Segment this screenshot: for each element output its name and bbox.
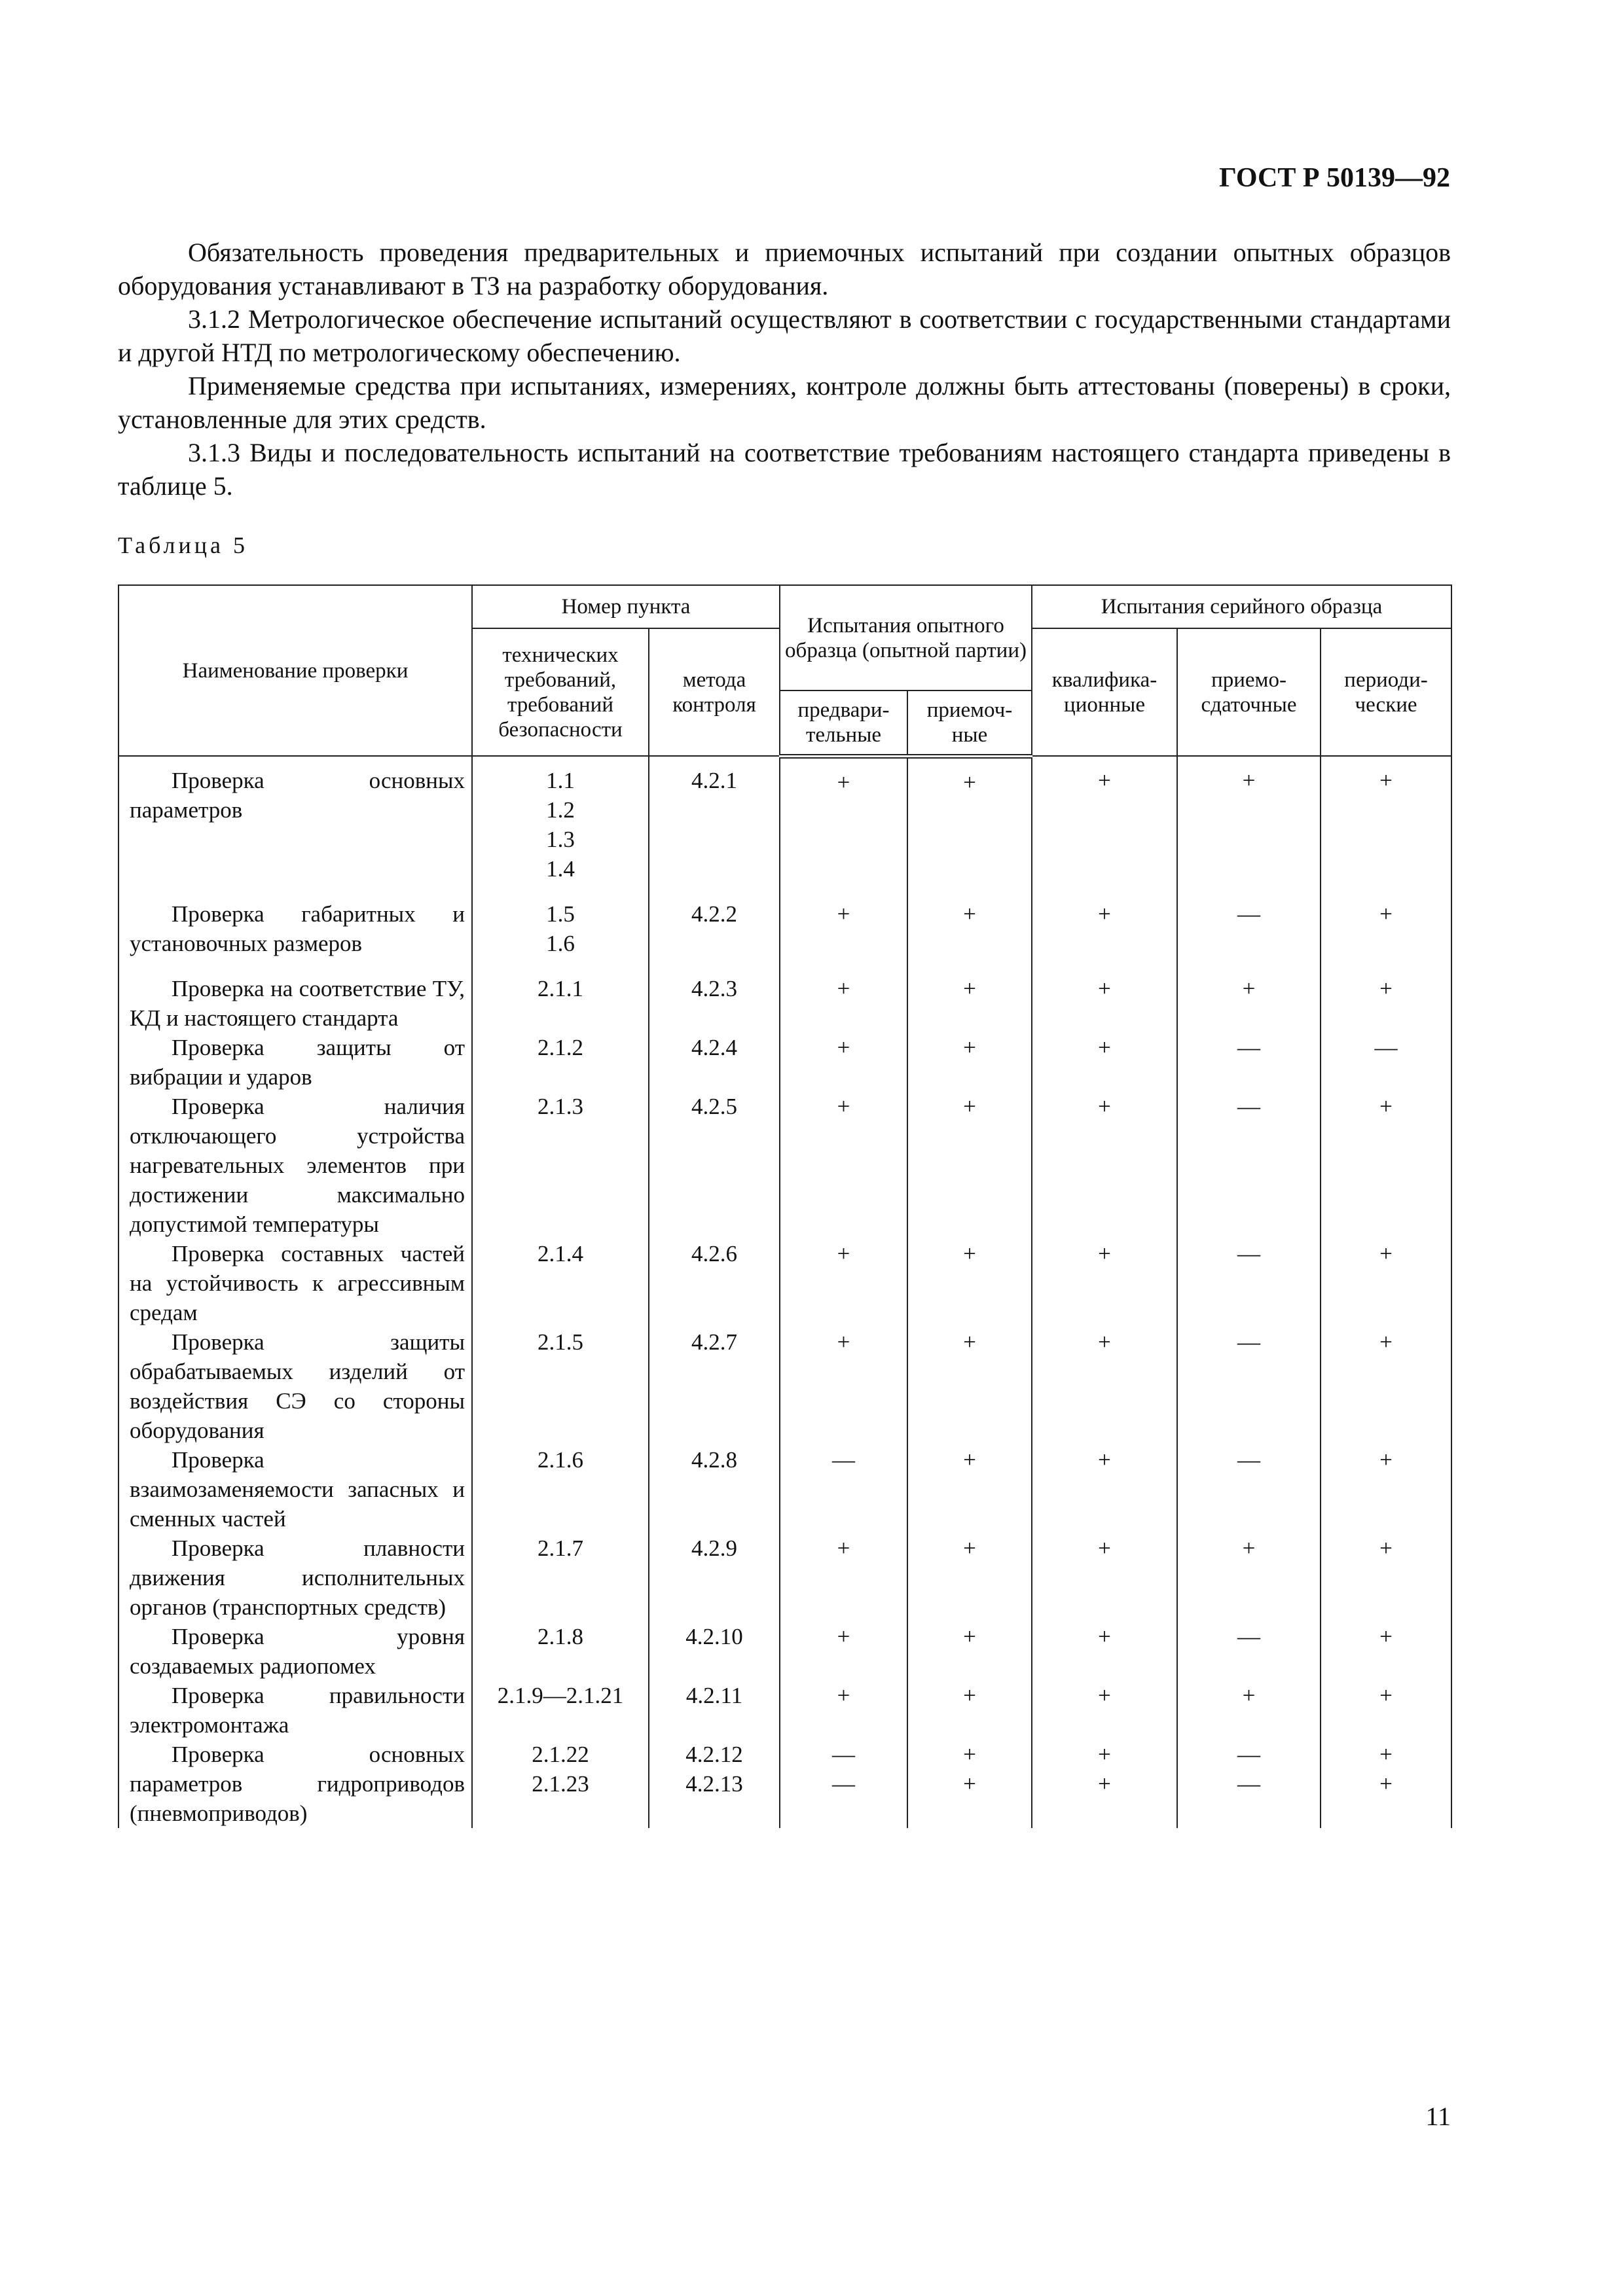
check-name-text: Проверка правильности электромонтажа xyxy=(130,1683,465,1738)
acceptance-mark xyxy=(907,1622,1032,1681)
cell-value: + xyxy=(963,1241,976,1266)
table-row xyxy=(119,899,1451,974)
periodic-mark xyxy=(1321,974,1451,1033)
delivery-mark xyxy=(1177,1740,1321,1828)
qualification-mark xyxy=(1032,1622,1177,1681)
check-name xyxy=(119,899,472,974)
table-row xyxy=(119,1092,1451,1239)
delivery-mark xyxy=(1177,756,1321,899)
delivery-mark xyxy=(1177,1681,1321,1740)
delivery-mark xyxy=(1177,974,1321,1033)
cell-value: 2.1.7 xyxy=(538,1535,583,1561)
delivery-mark xyxy=(1177,1622,1321,1681)
cell-value: + xyxy=(1379,1771,1393,1797)
cell-value: 2.1.1 xyxy=(538,976,583,1001)
check-name xyxy=(119,1681,472,1740)
check-name xyxy=(119,1033,472,1092)
cell-value: — xyxy=(832,1742,855,1767)
cell-value: + xyxy=(1098,1094,1111,1119)
delivery-mark xyxy=(1177,1534,1321,1622)
cell-value: + xyxy=(1098,1447,1111,1473)
acceptance-mark xyxy=(907,1327,1032,1445)
acceptance-mark xyxy=(907,1033,1032,1092)
cell-value: 4.2.2 xyxy=(691,901,737,927)
periodic-mark xyxy=(1321,1033,1451,1092)
requirement-number xyxy=(472,1622,649,1681)
cell-value: + xyxy=(963,1094,976,1119)
cell-value: — xyxy=(1374,1035,1398,1060)
check-name-text: Проверка защиты обрабатываемых изделий от воздействия СЭ со стороны оборудования xyxy=(130,1329,465,1443)
method-number xyxy=(649,1622,780,1681)
cell-value: + xyxy=(963,1035,976,1060)
preliminary-mark xyxy=(780,899,907,974)
qualification-mark xyxy=(1032,756,1177,899)
cell-value: 2.1.3 xyxy=(538,1094,583,1119)
qualification-mark xyxy=(1032,974,1177,1033)
cell-value: 2.1.9—2.1.21 xyxy=(497,1683,624,1708)
header-control-method: метода контроля xyxy=(649,628,780,756)
cell-value: 4.2.11 xyxy=(685,1683,743,1708)
acceptance-mark xyxy=(907,1681,1032,1740)
cell-value: + xyxy=(837,1035,850,1060)
requirement-number xyxy=(472,974,649,1033)
check-name xyxy=(119,1327,472,1445)
check-name xyxy=(119,1445,472,1534)
cell-value: + xyxy=(837,976,850,1001)
preliminary-mark xyxy=(780,1092,907,1239)
method-number xyxy=(649,899,780,974)
cell-value: 4.2.7 xyxy=(691,1329,737,1355)
periodic-mark xyxy=(1321,1681,1451,1740)
page-number: 11 xyxy=(1425,2102,1451,2131)
cell-value: + xyxy=(1379,768,1393,793)
requirement-number xyxy=(472,1445,649,1534)
header-number-group: Номер пункта xyxy=(472,585,780,628)
paragraph: 3.1.3 Виды и последовательность испытаний на соответствие требованиям настоящего стандарта приведены в таблице 5. xyxy=(118,438,1451,501)
preliminary-mark xyxy=(780,1239,907,1327)
cell-value: + xyxy=(1098,1329,1111,1355)
preliminary-mark xyxy=(780,1033,907,1092)
preliminary-mark xyxy=(780,1327,907,1445)
cell-value: + xyxy=(837,1535,850,1561)
check-name xyxy=(119,974,472,1033)
cell-value: + xyxy=(1379,976,1393,1001)
check-name-text: Проверка на соответствие ТУ, КД и настоящего стандарта xyxy=(130,976,465,1031)
cell-value: 1.1 xyxy=(546,768,575,793)
method-number xyxy=(649,1445,780,1534)
header-periodic: периоди-ческие xyxy=(1321,628,1451,756)
cell-value: — xyxy=(1237,1035,1261,1060)
cell-value: — xyxy=(1237,1771,1261,1797)
preliminary-mark xyxy=(780,1445,907,1534)
check-name-text: Проверка уровня создаваемых радиопомех xyxy=(130,1624,465,1679)
acceptance-mark xyxy=(907,1534,1032,1622)
delivery-mark xyxy=(1177,1092,1321,1239)
cell-value: + xyxy=(1098,901,1111,927)
check-name xyxy=(119,1740,472,1828)
requirement-number xyxy=(472,1239,649,1327)
table-row xyxy=(119,1327,1451,1445)
qualification-mark xyxy=(1032,1681,1177,1740)
check-name-text: Проверка плавности движения исполнительных органов (транспортных средств) xyxy=(130,1535,465,1620)
cell-value: + xyxy=(837,769,850,795)
requirement-number xyxy=(472,1740,649,1828)
table-caption: Таблица 5 xyxy=(118,532,248,558)
table-row xyxy=(119,1033,1451,1092)
delivery-mark xyxy=(1177,1239,1321,1327)
cell-value: + xyxy=(837,901,850,927)
cell-value: + xyxy=(963,901,976,927)
cell-value: + xyxy=(1098,976,1111,1001)
cell-value: + xyxy=(963,1535,976,1561)
cell-value: + xyxy=(1098,1771,1111,1797)
cell-value: + xyxy=(963,1624,976,1649)
check-name-text: Проверка основных параметров гидроприводов (пневмоприводов) xyxy=(130,1742,465,1826)
table-row xyxy=(119,1740,1451,1828)
requirement-number xyxy=(472,1033,649,1092)
cell-value: — xyxy=(1237,1742,1261,1767)
table-row xyxy=(119,1239,1451,1327)
cell-value: — xyxy=(1237,1329,1261,1355)
cell-value: 4.2.10 xyxy=(685,1624,743,1649)
check-name-text: Проверка наличия отключающего устройства нагревательных элементов при достижении максимально допустимой температуры xyxy=(130,1094,465,1237)
cell-value: — xyxy=(1237,1624,1261,1649)
cell-value: 1.3 xyxy=(546,827,575,852)
header-preliminary: предвари-тельные xyxy=(780,691,907,756)
qualification-mark xyxy=(1032,1033,1177,1092)
cell-value: 4.2.1 xyxy=(691,768,737,793)
cell-value: 1.6 xyxy=(546,931,575,956)
table-row xyxy=(119,1681,1451,1740)
method-number xyxy=(649,1239,780,1327)
requirement-number xyxy=(472,899,649,974)
periodic-mark xyxy=(1321,1445,1451,1534)
cell-value: — xyxy=(1237,1241,1261,1266)
tests-table xyxy=(118,584,1452,1828)
table-row xyxy=(119,756,1451,899)
cell-value: + xyxy=(963,769,976,795)
header-check-name: Наименование проверки xyxy=(119,585,472,756)
header-tech-requirements: технических требований, требований безопасности xyxy=(472,628,649,756)
cell-value: 4.2.13 xyxy=(685,1771,743,1797)
cell-value: + xyxy=(1098,1241,1111,1266)
check-name-text: Проверка защиты от вибрации и ударов xyxy=(130,1035,465,1090)
cell-value: + xyxy=(1379,1624,1393,1649)
acceptance-mark xyxy=(907,1092,1032,1239)
qualification-mark xyxy=(1032,1327,1177,1445)
check-name xyxy=(119,1239,472,1327)
cell-value: 4.2.5 xyxy=(691,1094,737,1119)
cell-value: + xyxy=(1242,1535,1256,1561)
cell-value: + xyxy=(963,1447,976,1473)
method-number xyxy=(649,1092,780,1239)
table-row xyxy=(119,974,1451,1033)
paragraph: Применяемые средства при испытаниях, измерениях, контроле должны быть аттестованы (поверены) в сроки, установленные для этих средств. xyxy=(118,371,1451,434)
document-code: ГОСТ Р 50139—92 xyxy=(1219,163,1450,193)
cell-value: + xyxy=(1379,1329,1393,1355)
cell-value: + xyxy=(837,1094,850,1119)
cell-value: + xyxy=(1379,1742,1393,1767)
cell-value: + xyxy=(963,1771,976,1797)
header-delivery: приемо-сдаточные xyxy=(1177,628,1321,756)
check-name xyxy=(119,1534,472,1622)
table-row xyxy=(119,1534,1451,1622)
periodic-mark xyxy=(1321,756,1451,899)
delivery-mark xyxy=(1177,1327,1321,1445)
header-serial-group: Испытания серийного образца xyxy=(1032,585,1451,628)
requirement-number xyxy=(472,1534,649,1622)
cell-value: 1.2 xyxy=(546,797,575,823)
qualification-mark xyxy=(1032,1740,1177,1828)
periodic-mark xyxy=(1321,1092,1451,1239)
cell-value: + xyxy=(1098,1742,1111,1767)
acceptance-mark xyxy=(907,974,1032,1033)
preliminary-mark xyxy=(780,1681,907,1740)
cell-value: 1.5 xyxy=(546,901,575,927)
cell-value: 2.1.4 xyxy=(538,1241,583,1266)
cell-value: + xyxy=(1379,1683,1393,1708)
cell-value: + xyxy=(1242,768,1256,793)
requirement-number xyxy=(472,1092,649,1239)
cell-value: 2.1.8 xyxy=(538,1624,583,1649)
cell-value: + xyxy=(1379,1241,1393,1266)
header-qualification: квалифика-ционные xyxy=(1032,628,1177,756)
preliminary-mark xyxy=(780,1534,907,1622)
cell-value: 2.1.23 xyxy=(532,1771,589,1797)
table-row xyxy=(119,1445,1451,1534)
cell-value: + xyxy=(837,1683,850,1708)
delivery-mark xyxy=(1177,899,1321,974)
cell-value: + xyxy=(1379,1447,1393,1473)
method-number xyxy=(649,1740,780,1828)
periodic-mark xyxy=(1321,899,1451,974)
cell-value: — xyxy=(832,1447,855,1473)
cell-value: 1.4 xyxy=(546,856,575,882)
periodic-mark xyxy=(1321,1534,1451,1622)
cell-value: + xyxy=(837,1241,850,1266)
cell-value: 2.1.5 xyxy=(538,1329,583,1355)
requirement-number xyxy=(472,1327,649,1445)
cell-value: — xyxy=(1237,1447,1261,1473)
paragraph: 3.1.2 Метрологическое обеспечение испытаний осуществляют в соответствии с государственными стандартами и другой НТД по метрологическому обеспечению. xyxy=(118,304,1451,367)
cell-value: + xyxy=(1098,1535,1111,1561)
cell-value: — xyxy=(832,1771,855,1797)
check-name xyxy=(119,756,472,899)
qualification-mark xyxy=(1032,1445,1177,1534)
table-body xyxy=(119,756,1451,1828)
cell-value: + xyxy=(963,1329,976,1355)
body-text xyxy=(118,236,1451,503)
preliminary-mark xyxy=(780,756,907,899)
cell-value: + xyxy=(837,1329,850,1355)
requirement-number xyxy=(472,756,649,899)
acceptance-mark xyxy=(907,1239,1032,1327)
cell-value: + xyxy=(1098,768,1111,793)
check-name xyxy=(119,1622,472,1681)
check-name-text: Проверка взаимозаменяемости запасных и сменных частей xyxy=(130,1447,465,1532)
header-prototype-group: Испытания опытного образца (опытной партии) xyxy=(780,585,1032,691)
preliminary-mark xyxy=(780,974,907,1033)
cell-value: 4.2.12 xyxy=(685,1742,743,1767)
method-number xyxy=(649,1681,780,1740)
preliminary-mark xyxy=(780,1622,907,1681)
periodic-mark xyxy=(1321,1740,1451,1828)
cell-value: 2.1.22 xyxy=(532,1742,589,1767)
header-acceptance: приемоч-ные xyxy=(907,691,1032,756)
periodic-mark xyxy=(1321,1622,1451,1681)
qualification-mark xyxy=(1032,1239,1177,1327)
qualification-mark xyxy=(1032,1534,1177,1622)
cell-value: + xyxy=(837,1624,850,1649)
cell-value: — xyxy=(1237,901,1261,927)
cell-value: + xyxy=(963,1742,976,1767)
acceptance-mark xyxy=(907,756,1032,899)
method-number xyxy=(649,1327,780,1445)
cell-value: 4.2.6 xyxy=(691,1241,737,1266)
check-name-text: Проверка основных параметров xyxy=(130,768,465,823)
cell-value: + xyxy=(1098,1624,1111,1649)
paragraph: Обязательность проведения предварительных и приемочных испытаний при создании опытных образцов оборудования устанавливают в ТЗ на разработку оборудования. xyxy=(118,238,1451,300)
cell-value: + xyxy=(1242,976,1256,1001)
preliminary-mark xyxy=(780,1740,907,1828)
acceptance-mark xyxy=(907,899,1032,974)
periodic-mark xyxy=(1321,1239,1451,1327)
cell-value: 4.2.4 xyxy=(691,1035,737,1060)
method-number xyxy=(649,1534,780,1622)
method-number xyxy=(649,1033,780,1092)
check-name-text: Проверка составных частей на устойчивость к агрессивным средам xyxy=(130,1241,465,1325)
qualification-mark xyxy=(1032,899,1177,974)
acceptance-mark xyxy=(907,1445,1032,1534)
method-number xyxy=(649,756,780,899)
cell-value: 2.1.6 xyxy=(538,1447,583,1473)
method-number xyxy=(649,974,780,1033)
cell-value: + xyxy=(1379,901,1393,927)
cell-value: + xyxy=(1242,1683,1256,1708)
cell-value: + xyxy=(1098,1683,1111,1708)
cell-value: 4.2.8 xyxy=(691,1447,737,1473)
cell-value: + xyxy=(963,1683,976,1708)
cell-value: + xyxy=(1379,1094,1393,1119)
delivery-mark xyxy=(1177,1445,1321,1534)
requirement-number xyxy=(472,1681,649,1740)
check-name xyxy=(119,1092,472,1239)
cell-value: 4.2.9 xyxy=(691,1535,737,1561)
qualification-mark xyxy=(1032,1092,1177,1239)
acceptance-mark xyxy=(907,1740,1032,1828)
table-row xyxy=(119,1622,1451,1681)
cell-value: + xyxy=(1098,1035,1111,1060)
periodic-mark xyxy=(1321,1327,1451,1445)
cell-value: 4.2.3 xyxy=(691,976,737,1001)
cell-value: + xyxy=(1379,1535,1393,1561)
delivery-mark xyxy=(1177,1033,1321,1092)
check-name-text: Проверка габаритных и установочных размеров xyxy=(130,901,465,956)
cell-value: 2.1.2 xyxy=(538,1035,583,1060)
cell-value: — xyxy=(1237,1094,1261,1119)
cell-value: + xyxy=(963,976,976,1001)
